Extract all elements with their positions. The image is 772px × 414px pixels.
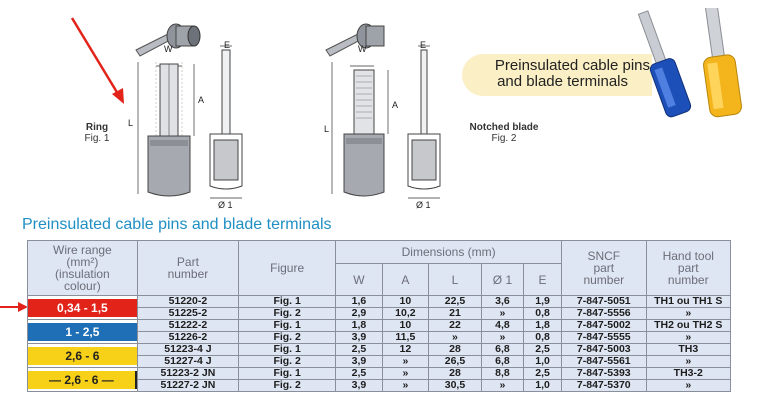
dim-l-cell: 26,5 xyxy=(429,356,482,368)
table-row xyxy=(28,344,731,356)
figure-1-number: Fig. 1 xyxy=(84,133,110,144)
dim-d1-cell: 8,8 xyxy=(481,368,523,380)
part-number-cell: 51227-4 J xyxy=(137,356,238,368)
dim-w-label: W xyxy=(164,44,173,54)
sncf-number-cell: 7-847-5393 xyxy=(562,368,646,380)
dim-d1-cell: » xyxy=(481,308,523,320)
part-number-cell: 51220-2 xyxy=(137,296,238,308)
wire-range-badge: — 2,6 - 6 — xyxy=(28,371,137,389)
dim-w2-label: W xyxy=(358,44,367,54)
sncf-number-cell: 7-847-5003 xyxy=(562,344,646,356)
header-tool-line2: part xyxy=(677,261,699,275)
dim-e-cell: 0,8 xyxy=(524,308,562,320)
header-dim-w: W xyxy=(336,264,382,296)
dim-a-cell: » xyxy=(382,368,428,380)
table-row xyxy=(28,368,731,380)
header-dim-l: L xyxy=(429,264,482,296)
dim-d1-cell: 4,8 xyxy=(481,320,523,332)
figure-cell: Fig. 2 xyxy=(239,332,336,344)
header-wire-range-line1: Wire range xyxy=(53,243,112,257)
figure-cell: Fig. 2 xyxy=(239,380,336,392)
dim-w-cell: 1,6 xyxy=(336,296,382,308)
dim-d1-cell: 3,6 xyxy=(481,296,523,308)
product-photo xyxy=(628,8,768,120)
dim-l-cell: 21 xyxy=(429,308,482,320)
figure-2-number: Fig. 2 xyxy=(491,133,517,144)
section-title: Preinsulated cable pins and blade terminals xyxy=(22,216,332,233)
wire-range-cell xyxy=(28,368,138,392)
dim-l-cell: 30,5 xyxy=(429,380,482,392)
header-dim-a: A xyxy=(382,264,428,296)
hand-tool-cell: TH1 ou TH1 S xyxy=(646,296,731,308)
dim-a-cell: 11,5 xyxy=(382,332,428,344)
dim-l-cell: 22 xyxy=(429,320,482,332)
dim-d1b-label: Ø 1 xyxy=(416,200,431,210)
dim-l-cell: 28 xyxy=(429,368,482,380)
header-dimensions: Dimensions (mm) xyxy=(336,241,562,264)
figure-1-caption xyxy=(72,122,122,144)
sncf-number-cell: 7-847-5555 xyxy=(562,332,646,344)
dim-w-cell: 3,9 xyxy=(336,356,382,368)
part-number-cell: 51223-4 J xyxy=(137,344,238,356)
dim-e-cell: 2,5 xyxy=(524,344,562,356)
table-row xyxy=(28,296,731,308)
part-number-cell: 51222-2 xyxy=(137,320,238,332)
dim-d1-cell: 6,8 xyxy=(481,356,523,368)
header-part-number xyxy=(137,241,238,296)
dim-e2-label: E xyxy=(420,40,427,50)
dim-a2-label: A xyxy=(392,100,399,110)
figure-cell: Fig. 2 xyxy=(239,308,336,320)
wire-range-badge: 2,6 - 6 xyxy=(28,347,137,365)
dim-a-cell: 10,2 xyxy=(382,308,428,320)
dim-e-cell: 2,5 xyxy=(524,368,562,380)
header-sncf-line2: part xyxy=(593,261,615,275)
dim-w-cell: 2,5 xyxy=(336,368,382,380)
header-sncf xyxy=(562,241,646,296)
sncf-number-cell: 7-847-5051 xyxy=(562,296,646,308)
dim-d1-cell: » xyxy=(481,380,523,392)
dim-e-label: E xyxy=(224,40,231,50)
figure-2-title: Notched blade xyxy=(469,122,539,133)
hand-tool-cell: » xyxy=(646,308,731,320)
header-wire-range xyxy=(28,241,138,296)
dim-w-cell: 2,5 xyxy=(336,344,382,356)
dim-d1-label: Ø 1 xyxy=(218,200,233,210)
dim-a-cell: 12 xyxy=(382,344,428,356)
header-tool-line1: Hand tool xyxy=(662,249,714,263)
dim-e-cell: 1,9 xyxy=(524,296,562,308)
hand-tool-cell: » xyxy=(646,356,731,368)
figure-cell: Fig. 1 xyxy=(239,344,336,356)
wire-range-cell xyxy=(28,296,138,320)
ring-side-drawing xyxy=(206,40,246,210)
figure-2-caption xyxy=(462,122,546,144)
dim-a-cell: 10 xyxy=(382,296,428,308)
figure-cell: Fig. 1 xyxy=(239,320,336,332)
dim-a-cell: 10 xyxy=(382,320,428,332)
dim-l-cell: » xyxy=(429,332,482,344)
header-wire-range-line3: (insulation xyxy=(55,267,110,281)
header-wire-range-line4: colour) xyxy=(64,279,101,293)
dim-a-cell: » xyxy=(382,380,428,392)
hand-tool-cell: TH2 ou TH2 S xyxy=(646,320,731,332)
table-row xyxy=(28,320,731,332)
figure-cell: Fig. 1 xyxy=(239,368,336,380)
notched-blade-drawing xyxy=(322,14,412,214)
figure-cell: Fig. 1 xyxy=(239,296,336,308)
wire-range-cell xyxy=(28,320,138,344)
figure-1-title: Ring xyxy=(85,122,109,133)
header-wire-range-line2: (mm²) xyxy=(66,255,99,269)
header-dim-e: E xyxy=(524,264,562,296)
part-number-cell: 51223-2 JN xyxy=(137,368,238,380)
header-sncf-line1: SNCF xyxy=(587,249,621,263)
spec-table xyxy=(27,240,731,392)
part-number-cell: 51225-2 xyxy=(137,308,238,320)
figure-cell: Fig. 2 xyxy=(239,356,336,368)
header-figure: Figure xyxy=(239,241,336,296)
annotation-arrow-row xyxy=(0,300,30,314)
sncf-number-cell: 7-847-5370 xyxy=(562,380,646,392)
wire-range-badge: 1 - 2,5 xyxy=(28,323,137,341)
sncf-number-cell: 7-847-5561 xyxy=(562,356,646,368)
wire-range-badge: 0,34 - 1,5 xyxy=(28,299,137,317)
promo-line-1: Preinsulated cable pins xyxy=(494,57,650,74)
sncf-number-cell: 7-847-5002 xyxy=(562,320,646,332)
part-number-cell: 51226-2 xyxy=(137,332,238,344)
header-part-line1: Part xyxy=(176,255,199,269)
dim-l-cell: 28 xyxy=(429,344,482,356)
dim-w-cell: 3,9 xyxy=(336,332,382,344)
part-number-cell: 51227-2 JN xyxy=(137,380,238,392)
notched-side-drawing xyxy=(404,40,444,210)
dim-l-cell: 22,5 xyxy=(429,296,482,308)
header-hand-tool xyxy=(646,241,731,296)
header-tool-line3: number xyxy=(667,273,709,287)
hand-tool-cell: TH3-2 xyxy=(646,368,731,380)
dim-d1-cell: » xyxy=(481,332,523,344)
dim-a-cell: » xyxy=(382,356,428,368)
dim-e-cell: 0,8 xyxy=(524,332,562,344)
header-sncf-line3: number xyxy=(583,273,625,287)
hand-tool-cell: TH3 xyxy=(646,344,731,356)
sncf-number-cell: 7-847-5556 xyxy=(562,308,646,320)
dim-a-label: A xyxy=(198,95,205,105)
annotation-arrow-top xyxy=(68,14,128,106)
header-part-line2: number xyxy=(167,267,209,281)
dim-e-cell: 1,0 xyxy=(524,380,562,392)
header-dim-d1: Ø 1 xyxy=(481,264,523,296)
dim-w-cell: 2,9 xyxy=(336,308,382,320)
dim-d1-cell: 6,8 xyxy=(481,344,523,356)
dim-l-label: L xyxy=(128,118,134,128)
dim-e-cell: 1,0 xyxy=(524,356,562,368)
dim-w-cell: 3,9 xyxy=(336,380,382,392)
promo-text xyxy=(470,58,650,90)
wire-range-cell xyxy=(28,344,138,368)
dim-w-cell: 1,8 xyxy=(336,320,382,332)
promo-line-2: and blade terminals xyxy=(497,73,628,90)
dim-e-cell: 1,8 xyxy=(524,320,562,332)
hand-tool-cell: » xyxy=(646,332,731,344)
dim-l2-label: L xyxy=(324,124,330,134)
hand-tool-cell: » xyxy=(646,380,731,392)
